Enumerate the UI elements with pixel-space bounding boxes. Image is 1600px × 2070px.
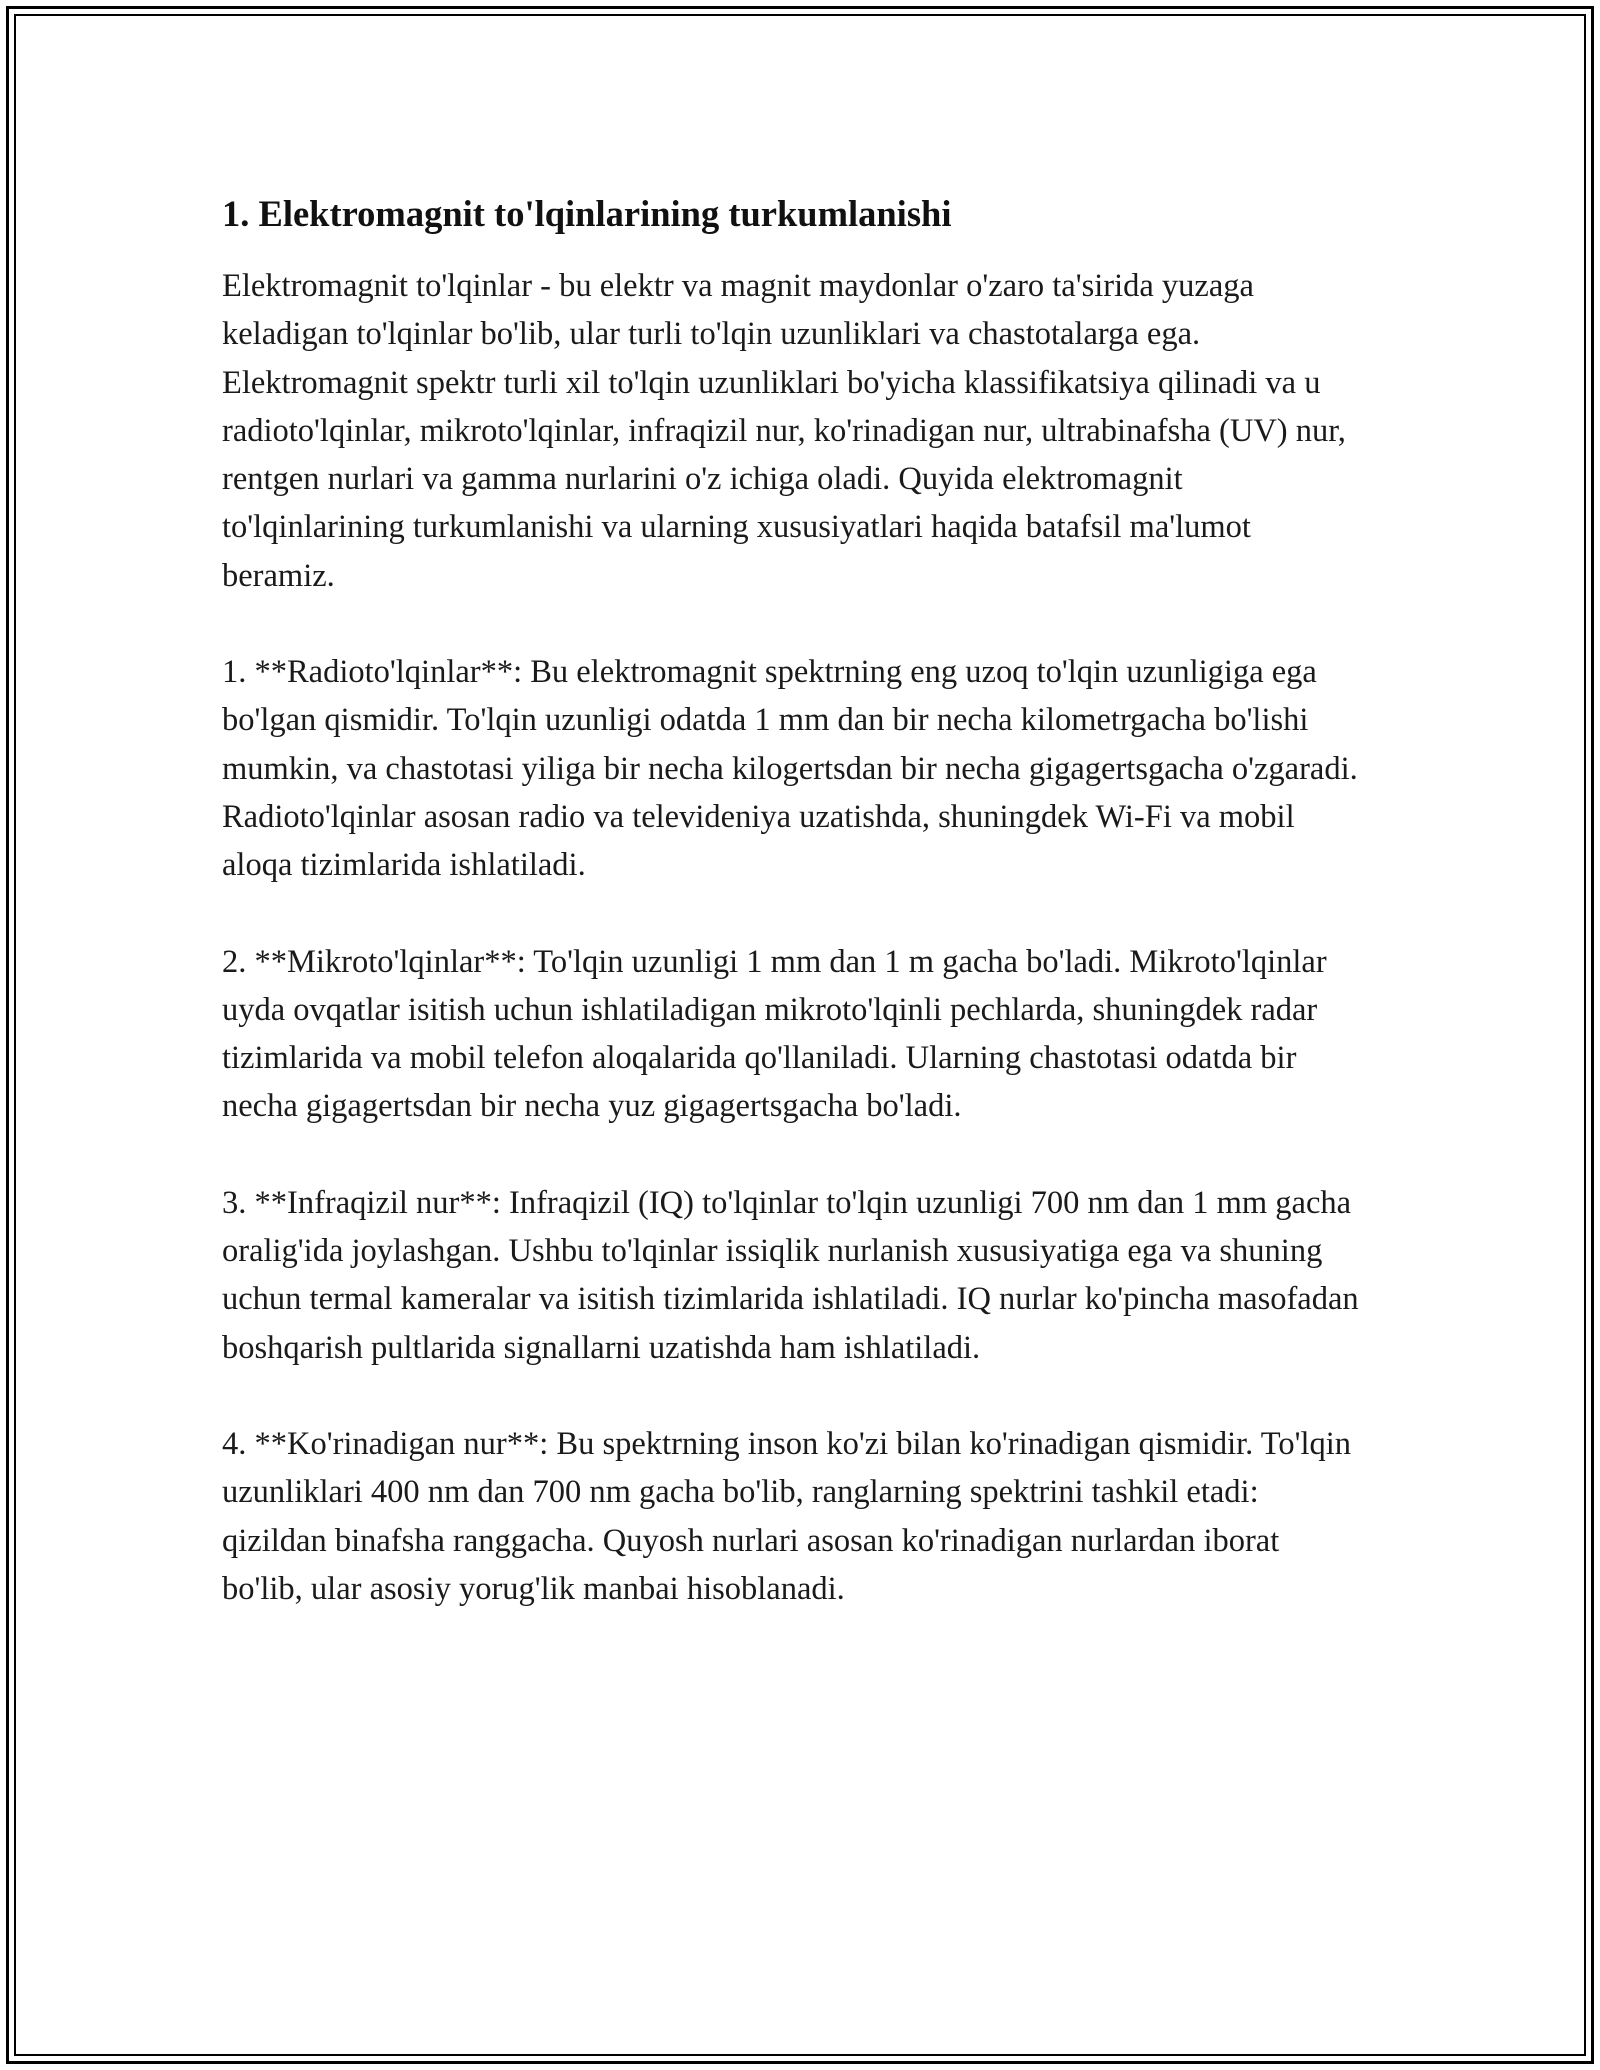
infrared-paragraph: 3. **Infraqizil nur**: Infraqizil (IQ) to'lqinlar to'lqin uzunligi 700 nm dan 1 mm gacha oralig'ida joylashgan. Ushbu to'lqinlar issiqlik nurlanish xususiyatiga ega va shuning uchun termal kameralar va isitish tizimlarida ishlatiladi. IQ nurlar ko'pincha masofadan boshqarish pultlarida signallarni uzatishda ham ishlatiladi. [222, 1184, 1359, 1366]
radio-waves-paragraph: 1. **Radioto'lqinlar**: Bu elektromagnit spektrning eng uzoq to'lqin uzunligiga ega bo'lgan qismidir. To'lqin uzunligi odatda 1 mm dan bir necha kilometrgacha bo'lishi mumkin, va chastotasi yiliga bir necha kilogertsdan bir necha gigagertsgacha o'zgaradi. Radioto'lqinlar asosan radio va televideniya uzatishda, shuningdek Wi-Fi va mobil aloqa tizimlarida ishlatiladi. [222, 654, 1358, 884]
intro-paragraph: Elektromagnit to'lqinlar - bu elektr va magnit maydonlar o'zaro ta'sirida yuzaga keladigan to'lqinlar bo'lib, ular turli to'lqin uzunliklari va chastotalarga ega. Elektromagnit spektr turli xil to'lqin uzunliklari bo'yicha klassifikatsiya qilinadi va u radioto'lqinlar, mikroto'lqinlar, infraqizil nur, ko'rinadigan nur, ultrabinafsha (UV) nur, rentgen nurlari va gamma nurlarini o'z ichiga oladi. Quyida elektromagnit to'lqinlarining turkumlanishi va ularning xususiyatlari haqida batafsil ma'lumot beramiz. [222, 268, 1346, 594]
microwaves-paragraph: 2. **Mikroto'lqinlar**: To'lqin uzunligi 1 mm dan 1 m gacha bo'ladi. Mikroto'lqinlar uyda ovqatlar isitish uchun ishlatiladigan mikroto'lqinli pechlarda, shuningdek radar tizimlarida va mobil telefon aloqalarida qo'llaniladi. Ularning chastotasi odatda bir necha gigagertsdan bir necha yuz gigagertsgacha bo'ladi. [222, 943, 1327, 1125]
document-body [222, 188, 1362, 1661]
visible-light-paragraph: 4. **Ko'rinadigan nur**: Bu spektrning inson ko'zi bilan ko'rinadigan qismidir. To'lqin uzunliklari 400 nm dan 700 nm gacha bo'lib, ranglarning spektrini tashkil etadi: qizildan binafsha ranggacha. Quyosh nurlari asosan ko'rinadigan nurlardan iborat bo'lib, ular asosiy yorug'lik manbai hisoblanadi. [222, 1425, 1352, 1607]
document-title: 1. Elektromagnit to'lqinlarining turkumlanishi [222, 193, 952, 234]
